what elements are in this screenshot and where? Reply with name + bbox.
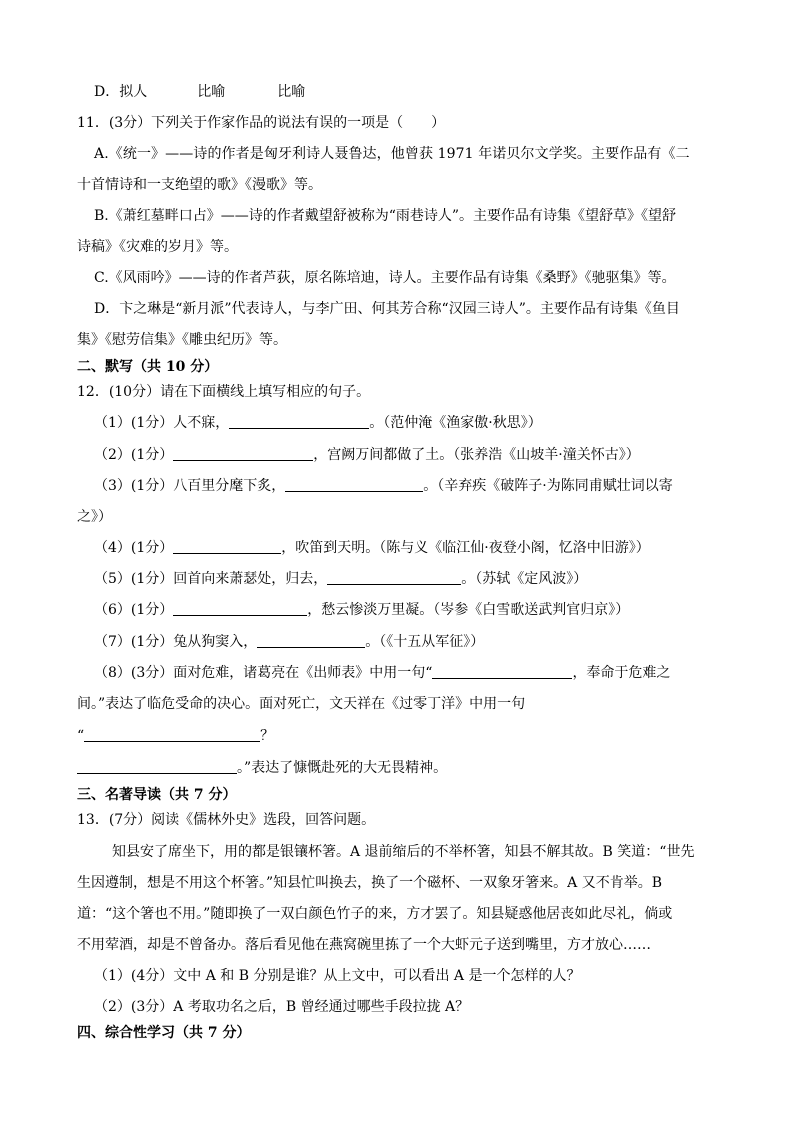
q10-option-d-b: 比喻 (197, 84, 226, 100)
q13-subquestion-1: （1）(4分）文中 A 和 B 分别是谁？从上文中，可以看出 A 是一个怎样的人？ (94, 968, 581, 984)
q13-stem: 13．(7分）阅读《儒林外史》选段，回答问题。 (77, 812, 376, 828)
q11-option-b-line2: 诗稿》《灾难的岁月》等。 (77, 239, 238, 255)
q10-option-d-c: 比喻 (277, 84, 306, 100)
q12-item-8-line3: “ ？ (77, 728, 275, 744)
q11-option-d-line1: D．卞之琳是“新月派”代表诗人，与李广田、何其芳合称“汉园三诗人”。主要作品有诗集《鱼目 (94, 301, 680, 317)
answer-blank[interactable] (327, 570, 461, 585)
q11-option-c: C.《风雨吟》——诗的作者芦荻，原名陈培迪，诗人。主要作品有诗集《桑野》《驰驱集》等。 (94, 270, 676, 286)
q12-item-8: （8）(3分）面对危难，诸葛亮在《出师表》中用一句“ ，奉命于危难之 (94, 665, 671, 681)
q12-stem: 12．(10分）请在下面横线上填写相应的句子。 (77, 384, 371, 400)
answer-blank[interactable] (173, 601, 307, 616)
q10-option-d-label: D．拟人 (94, 84, 148, 100)
section-3-title: 三、名著导读（共 7 分） (77, 787, 237, 803)
q12-item-3: （3）(1分）八百里分麾下炙， 。（辛弃疾《破阵子·为陈同甫赋壮词以寄 (94, 478, 673, 494)
q12-item-5: （5）(1分）回首向来萧瑟处，归去， 。（苏轼《定风波》） (94, 571, 588, 587)
section-2-title: 二、默写（共 10 分） (77, 359, 219, 375)
q12-item-8-line4: 。”表达了慷慨赴死的大无畏精神。 (77, 758, 447, 778)
q10-option-d (94, 82, 305, 102)
q12-item-7: （7）(1分）兔从狗窦入， 。（《十五从军征》） (94, 634, 485, 650)
q12-item-2: （2）(1分） ，宫阙万间都做了土。（张养浩《山坡羊·潼关怀古》） (94, 447, 640, 463)
q13-passage-line2: 生因遵制，想是不用这个杯箸。”知县忙叫换去，换了一个磁杯、一双象牙箸来。A 又不肯举。B (77, 875, 663, 891)
q11-option-b-line1: B.《萧红墓畔口占》——诗的作者戴望舒被称为“雨巷诗人”。主要作品有诗集《望舒草》《望舒 (94, 208, 677, 224)
answer-blank[interactable] (84, 727, 260, 742)
q12-item-3-cont: 之》） (77, 509, 112, 525)
q13-passage-line1: 知县安了席坐下，用的都是银镶杯箸。A 退前缩后的不举杯箸，知县不解其故。B 笑道：“世先 (112, 844, 695, 860)
q13-subquestion-2: （2）(3分）A 考取功名之后，B 曾经通过哪些手段拉拢 A？ (94, 999, 470, 1015)
q12-item-8-line2: 间。”表达了临危受命的决心。面对死亡，文天祥在《过零丁洋》中用一句 (77, 696, 526, 712)
answer-blank[interactable] (432, 664, 572, 679)
answer-blank[interactable] (173, 539, 281, 554)
answer-blank[interactable] (229, 414, 369, 429)
q13-passage-line3: 道：“这个箸也不用。”随即换了一双白颜色竹子的来，方才罢了。知县疑惑他居丧如此尽礼，倘或 (77, 906, 673, 922)
q12-item-1: （1）(1分）人不寐， 。（范仲淹《渔家傲·秋思》） (94, 415, 542, 431)
answer-blank[interactable] (173, 446, 313, 461)
section-4-title: 四、综合性学习（共 7 分） (77, 1025, 251, 1041)
answer-blank[interactable] (285, 477, 423, 492)
q11-option-a-line2: 十首情诗和一支绝望的歌》《漫歌》等。 (77, 177, 322, 193)
q12-item-4: （4）(1分） ，吹笛到天明。（陈与义《临江仙·夜登小阁，忆洛中旧游》） (94, 540, 650, 556)
answer-blank[interactable] (77, 759, 237, 774)
answer-blank[interactable] (257, 633, 365, 648)
q12-item-6: （6）(1分） ，愁云惨淡万里凝。（岑参《白雪歌送武判官归京》） (94, 602, 630, 618)
q11-stem: 11．(3分）下列关于作家作品的说法有误的一项是（ ） (77, 115, 446, 131)
q13-passage-line4: 不用荤酒，却是不曾备办。落后看见他在燕窝碗里拣了一个大虾元子送到嘴里，方才放心…… (77, 937, 651, 953)
q11-option-d-line2: 集》《慰劳信集》《雕虫纪历》等。 (77, 332, 287, 348)
q11-option-a-line1: A.《统一》——诗的作者是匈牙利诗人聂鲁达，他曾获 1971 年诺贝尔文学奖。主要作品有《二 (94, 146, 690, 162)
